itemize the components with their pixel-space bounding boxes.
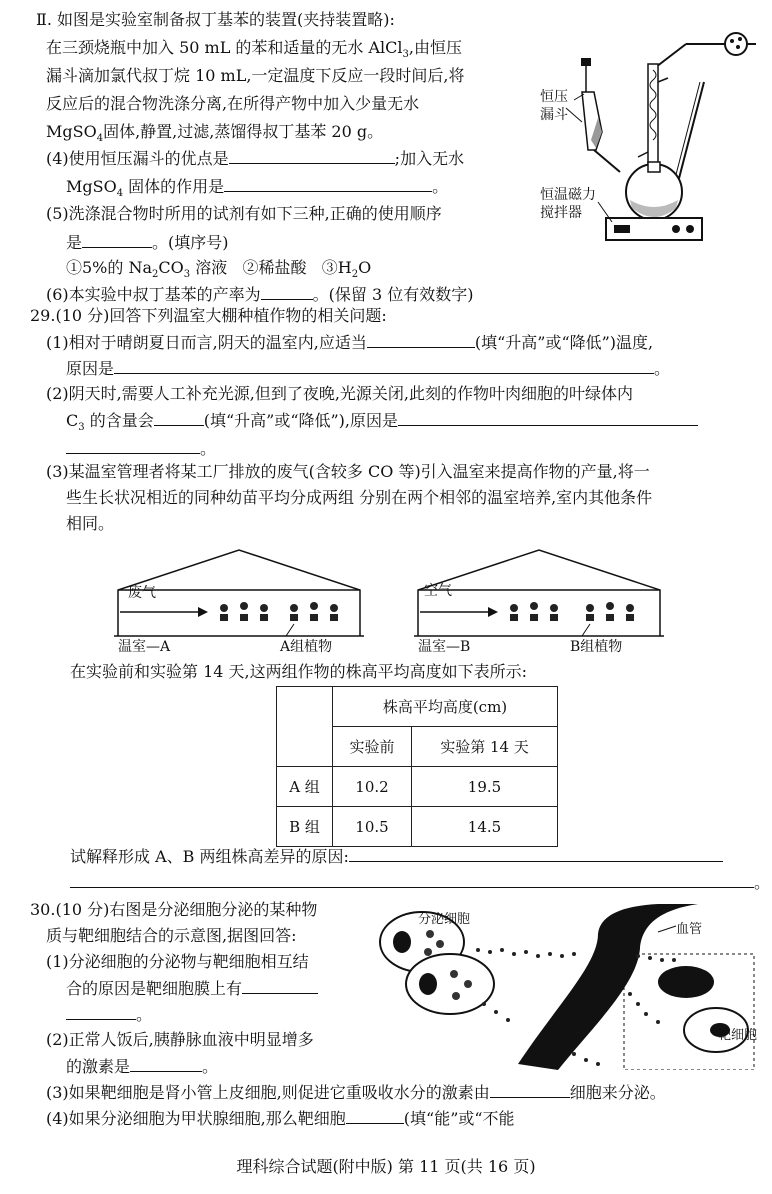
answer-blank[interactable] [261,284,313,300]
q30-line8: (3)如果靶细胞是肾小管上皮细胞,则促进它重吸收水分的激素由 细胞来分泌。 [46,1083,666,1102]
fig-label-target: 靶细胞 [718,1028,758,1043]
table-corner-cell [277,687,333,767]
part2-para-line3: 反应后的混合物洗涤分离,在所得产物中加入少量无水 [46,94,420,113]
answer-blank[interactable] [130,1056,202,1072]
part2-para-line4: MgSO$_4$固体,静置,过滤,蒸馏得叔丁基苯 20 g。 [46,122,384,145]
question-5-options: ①5%的 $Na_2CO_3$ 溶液 ②稀盐酸 $③H_2O$ [66,258,372,281]
answer-blank[interactable] [349,846,723,862]
q30-line3: (1)分泌细胞的分泌物与靶细胞相互结 [46,952,309,971]
q30-line9: (4)如果分泌细胞为甲状腺细胞,那么靶细胞 (填“能”或“不能 [46,1109,515,1128]
answer-blank[interactable] [82,232,152,248]
q29-sub3-line2: 些生长状况相近的同种幼苗平均分成两组 分别在两个相邻的温室培养,室内其他条件 [66,488,653,507]
q30-line4: 合的原因是靶细胞膜上有 [66,978,318,999]
part2-para-line1: 在三颈烧瓶中加入 50 mL 的苯和适量的无水 AlCl$_3$,由恒压 [46,38,463,61]
answer-blank[interactable] [367,332,475,348]
q30-line5: 。 [66,1004,152,1025]
question-4-line1: (4)使用恒压漏斗的优点是 ;加入无水 [46,149,465,168]
explain-line2: 。 [70,872,770,893]
answer-blank[interactable] [346,1108,404,1124]
greenhouse-b-plants-label: B组植物 [570,639,623,655]
q29-sub2-line3: 。 [66,438,216,459]
q30-line6: (2)正常人饭后,胰静脉血液中明显增多 [46,1030,314,1049]
table-cell-day14: 14.5 [412,807,558,847]
greenhouse-b-gas-label: 空气 [424,583,452,599]
label-funnel-2: 漏斗 [540,107,568,123]
part2-para-line2: 漏斗滴加氯代叔丁烷 10 mL,一定温度下反应一段时间后,将 [46,66,465,85]
table-intro: 在实验前和实验第 14 天,这两组作物的株高平均高度如下表所示: [70,662,528,681]
q29-sub1-line1: (1)相对于晴朗夏日而言,阴天的温室内,应适当 (填“升高”或“降低”)温度, [46,333,654,352]
table-header: 株高平均高度(cm) [333,687,558,727]
question-5-line2: 是 。(填序号) [66,233,229,252]
page-footer: 理科综合试题(附中版) 第 11 页(共 16 页) [236,1157,536,1176]
table-cell-before: 10.2 [333,767,412,807]
table-row [277,767,558,807]
part2-title: Ⅱ. 如图是实验室制备叔丁基苯的装置(夹持装置略): [36,10,395,29]
answer-blank[interactable] [70,872,754,888]
greenhouse-b-name: 温室—B [418,639,471,655]
answer-blank[interactable] [229,148,395,164]
question-5-line1: (5)洗涤混合物时所用的试剂有如下三种,正确的使用顺序 [46,204,442,223]
explain-line1: 试解释形成 A、B 两组株高差异的原因: [70,846,723,867]
q29-sub3-line1: (3)某温室管理者将某工厂排放的废气(含较多 CO 等)引入温室来提高作物的产量,将一 [46,462,650,481]
q29-sub2-line2: $C_3$ 的含量会 (填“升高”或“降低”),原因是 [66,410,698,438]
answer-blank[interactable] [114,358,654,374]
q30-line2: 质与靶细胞结合的示意图,据图回答: [46,926,297,945]
answer-blank[interactable] [242,978,318,994]
q29-sub3-line3: 相同。 [66,514,115,533]
q29-sub1-line2: 原因是 。 [66,359,671,378]
question-29-head: 29.(10 分)回答下列温室大棚种植作物的相关问题: [30,306,387,325]
greenhouse-a-name: 温室—A [118,639,171,655]
table-cell-day14: 19.5 [412,767,558,807]
label-stirrer-2: 搅拌器 [540,205,582,221]
answer-blank[interactable] [66,438,200,454]
fig-label-secretory: 分泌细胞 [418,912,471,927]
question-4-line2: MgSO$_4$ 固体的作用是 。 [66,177,449,200]
greenhouse-a-plants-label: A组植物 [280,639,333,655]
answer-blank[interactable] [224,176,432,192]
answer-blank[interactable] [66,1004,136,1020]
table-col-day14: 实验第 14 天 [412,727,558,767]
label-funnel-1: 恒压 [540,89,568,105]
q30-line1: 30.(10 分)右图是分泌细胞分泌的某种物 [30,900,318,919]
table-row [277,807,558,847]
label-stirrer-1: 恒温磁力 [540,187,596,203]
answer-blank[interactable] [490,1082,570,1098]
greenhouse-a-gas-label: 废气 [128,585,156,601]
table-col-before: 实验前 [333,727,412,767]
table-cell-before: 10.5 [333,807,412,847]
table-cell-group: A 组 [277,767,333,807]
answer-blank[interactable] [154,410,204,426]
table-cell-group: B 组 [277,807,333,847]
question-6: (6)本实验中叔丁基苯的产率为 。(保留 3 位有效数字) [46,285,474,304]
answer-blank[interactable] [398,410,698,426]
fig-label-vessel: 血管 [676,922,703,937]
height-table [276,686,558,847]
q29-sub2-line1: (2)阴天时,需要人工补充光源,但到了夜晚,光源关闭,此刻的作物叶肉细胞的叶绿体内 [46,384,634,403]
q30-line7: 的激素是 。 [66,1057,219,1076]
